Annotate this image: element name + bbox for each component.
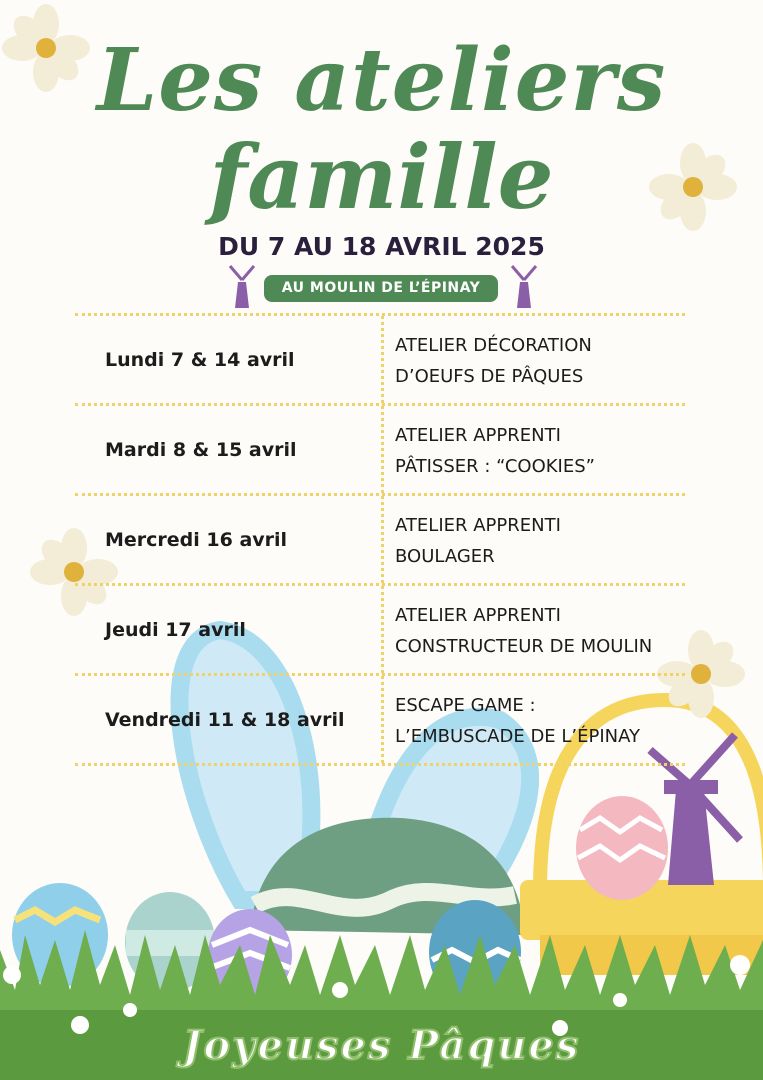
schedule-row: [75, 313, 685, 403]
schedule-day: Jeudi 17 avril: [105, 618, 246, 641]
schedule-row: [75, 493, 685, 583]
column-divider: [381, 586, 384, 673]
schedule-row: [75, 403, 685, 493]
activity-line: CONSTRUCTEUR DE MOULIN: [395, 636, 653, 657]
activity-line: BOULAGER: [395, 546, 495, 567]
activity-line: ESCAPE GAME :: [395, 695, 536, 716]
windmill-icon: [226, 262, 256, 308]
schedule-activity: [395, 690, 695, 752]
schedule-day: Mercredi 16 avril: [105, 528, 288, 551]
column-divider: [381, 406, 384, 493]
schedule-day: Lundi 7 & 14 avril: [105, 348, 295, 371]
column-divider: [381, 496, 384, 583]
schedule-table: [75, 313, 685, 766]
schedule-row: [75, 673, 685, 766]
schedule-activity: [395, 600, 695, 662]
activity-line: ATELIER APPRENTI: [395, 425, 561, 446]
activity-line: PÂTISSER : “COOKIES”: [395, 456, 595, 477]
activity-line: D’OEUFS DE PÂQUES: [395, 366, 584, 387]
schedule-day: Vendredi 11 & 18 avril: [105, 708, 345, 731]
activity-line: L’EMBUSCADE DE L’ÉPINAY: [395, 726, 641, 747]
schedule-activity: [395, 510, 695, 572]
activity-line: ATELIER DÉCORATION: [395, 335, 592, 356]
schedule-activity: [395, 420, 695, 482]
footer-greeting: Joyeuses Pâques: [182, 1022, 581, 1069]
title-line-2: famille: [209, 125, 554, 229]
venue-badge: AU MOULIN DE L’ÉPINAY: [264, 275, 498, 302]
easter-egg-icon: [576, 796, 668, 900]
activity-line: ATELIER APPRENTI: [395, 605, 561, 626]
schedule-day: Mardi 8 & 15 avril: [105, 438, 297, 461]
column-divider: [381, 316, 384, 403]
event-dates: DU 7 AU 18 AVRIL 2025: [218, 232, 545, 261]
activity-line: ATELIER APPRENTI: [395, 515, 561, 536]
schedule-row: [75, 583, 685, 673]
schedule-activity: [395, 330, 695, 392]
title-line-1: Les ateliers: [96, 30, 667, 131]
column-divider: [381, 676, 384, 763]
windmill-icon: [508, 262, 538, 308]
